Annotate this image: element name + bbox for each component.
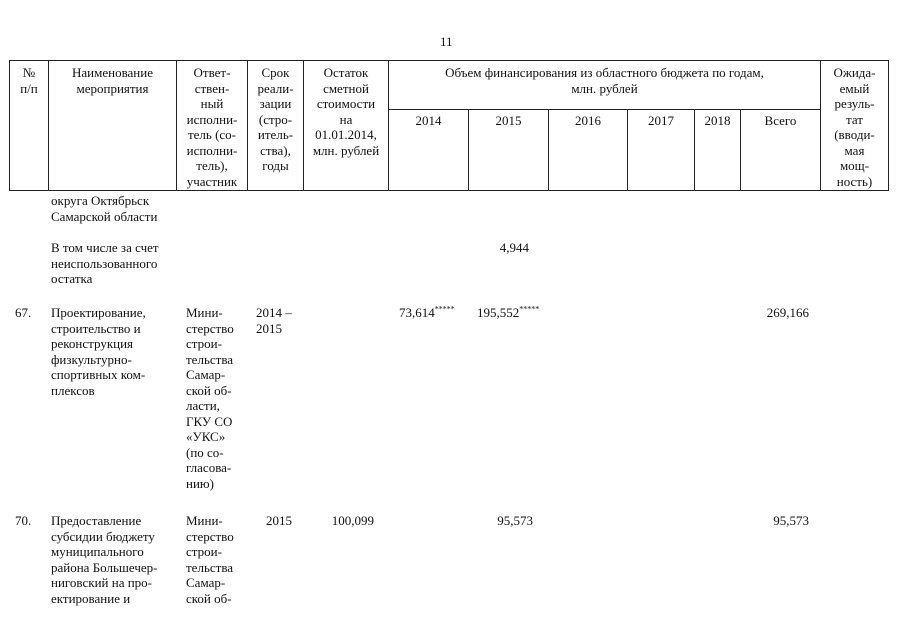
footnote-mark: ***** bbox=[434, 304, 455, 314]
footnote-mark: ***** bbox=[519, 304, 540, 314]
row-number: 70. bbox=[15, 513, 32, 528]
header-year-2017: 2017 bbox=[648, 113, 674, 128]
value: 73,614 bbox=[399, 305, 435, 320]
row-name: В том числе за счет неиспользованного остатка bbox=[51, 240, 159, 286]
row-number: 67. bbox=[15, 305, 32, 320]
row-executor: Мини- стерство строи- тельства Самар- ской об- bbox=[186, 513, 234, 606]
header-total: Всего bbox=[764, 113, 797, 128]
row-value-2015: 95,573 bbox=[497, 513, 533, 528]
row-executor: Мини- стерство строи- тельства Самар- ской об- ласти, ГКУ СО «УКС» (по со- гласова- нию) bbox=[186, 305, 234, 491]
header-executor: Ответ- ствен- ный исполни- тель (со- исполни- тель), участник bbox=[186, 65, 238, 189]
header-term: Срок реали- зации (стро- итель- ства), годы bbox=[257, 65, 294, 173]
row-term: 2014 – 2015 bbox=[256, 305, 292, 336]
header-year-2018: 2018 bbox=[704, 113, 731, 128]
header-year-2016: 2016 bbox=[575, 113, 601, 128]
header-funding: Объем финансирования из областного бюджета по годам, млн. рублей bbox=[445, 65, 764, 96]
row-value-2015: 4,944 bbox=[499, 240, 529, 255]
header-number: № п/п bbox=[20, 65, 38, 96]
header-expected-result: Ожида- емый резуль- тат (вводи- мая мощ- ность) bbox=[833, 65, 876, 189]
table-header-bottom bbox=[9, 190, 889, 191]
row-remaining-cost: 100,099 bbox=[331, 513, 374, 528]
header-activity-name: Наименование мероприятия bbox=[72, 65, 153, 96]
col-divider bbox=[888, 60, 889, 191]
funding-subheader-line bbox=[388, 109, 820, 110]
row-name: Проектирование, строительство и реконструкция физкультурно- спортивных ком- плексов bbox=[51, 305, 146, 398]
row-value-2015 bbox=[477, 305, 552, 321]
row-term: 2015 bbox=[266, 513, 292, 528]
value: 195,552 bbox=[477, 305, 520, 320]
page-number: 11 bbox=[440, 34, 453, 49]
header-remaining-cost: Остаток сметной стоимости на 01.01.2014, млн. рублей bbox=[312, 65, 380, 158]
row-name: Предоставление субсидии бюджету муниципального района Большечер- ниговский на про- ектирование и bbox=[51, 513, 158, 606]
row-total: 269,166 bbox=[766, 305, 809, 320]
row-total: 95,573 bbox=[773, 513, 809, 528]
header-year-2014: 2014 bbox=[415, 113, 442, 128]
header-year-2015: 2015 bbox=[495, 113, 522, 128]
table-border-top bbox=[9, 60, 889, 61]
row-value-2014 bbox=[399, 305, 469, 321]
row-name: округа Октябрьск Самарской области bbox=[51, 193, 158, 224]
